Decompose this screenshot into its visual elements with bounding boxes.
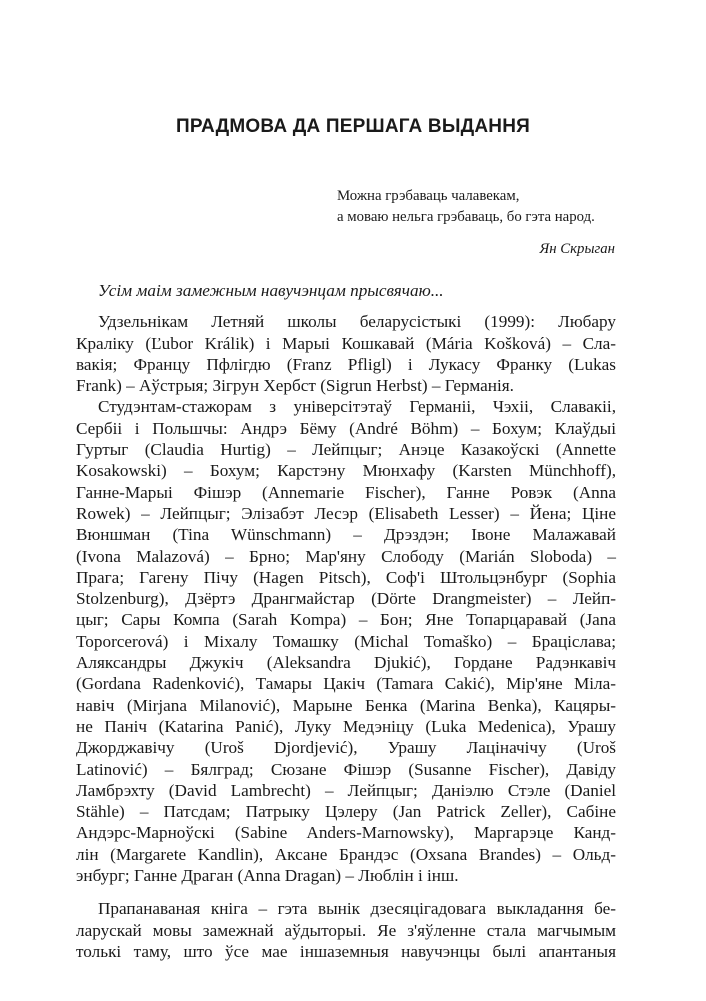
text-line: Latinović) – Бялград; Сюзане Фішэр (Susanne Fischer), Давіду bbox=[76, 759, 616, 779]
paragraph-trainees bbox=[76, 396, 616, 886]
text-line: Краліку (Ľubor Králik) і Марыі Кошкавай (Mária Košková) – Сла- bbox=[76, 333, 616, 353]
epigraph-line: а моваю нельга грэбаваць, бо гэта народ. bbox=[337, 209, 595, 225]
text-line: Аляксандры Джукіч (Aleksandra Djukić), Гордане Радэнкавіч bbox=[76, 653, 616, 673]
paragraph-summer-school bbox=[76, 311, 616, 396]
text-line: Сербіі і Польшчы: Андрэ Бёму (André Böhm) – Бохум; Клаўдыі bbox=[76, 418, 616, 438]
text-line: Ганне-Марыі Фішэр (Annemarie Fischer), Ганне Ровэк (Anna bbox=[76, 482, 616, 502]
text-line: Прага; Гагену Пічу (Hagen Pitsch), Соф'і Штольцэнбург (Sophia bbox=[76, 567, 616, 587]
text-line: лін (Margarete Kandlin), Аксане Брандэс (Oxsana Brandes) – Ольд- bbox=[76, 844, 616, 864]
epigraph bbox=[337, 186, 627, 260]
text-line: Гуртыг (Claudia Hurtig) – Лейпцыг; Анэце Казакоўскі (Annette bbox=[76, 440, 616, 460]
text-line: Удзельнікам Летняй школы беларусістыкі (1999): Любару bbox=[98, 312, 616, 332]
text-line: Студэнтам-стажорам з універсітэтаў Германіі, Чэхіі, Славакіі, bbox=[98, 397, 616, 417]
epigraph-author: Ян Скрыган bbox=[539, 241, 615, 257]
text-line: вакія; Францу Пфлігдю (Franz Pfligl) і Лукасу Франку (Lukas bbox=[76, 354, 616, 374]
epigraph-line: Можна грэбаваць чалавекам, bbox=[337, 188, 520, 204]
text-line: Kosakowski) – Бохум; Карстэну Мюнхафу (Karsten Münchhoff), bbox=[76, 461, 616, 481]
text-line: навіч (Mirjana Milanović), Марыне Бенка (Marina Benka), Кацяры- bbox=[76, 695, 616, 715]
text-line: (Ivona Malazová) – Брно; Мар'яну Слободу (Marián Sloboda) – bbox=[76, 546, 616, 566]
text-line: Джорджавічу (Uroš Djordjević), Урашу Лаціначічу (Uroš bbox=[76, 738, 616, 758]
text-line: (Gordana Radenković), Тамары Цакіч (Tamara Cakić), Мір'яне Міла- bbox=[76, 674, 616, 694]
text-line: не Паніч (Katarina Panić), Луку Медэніцу (Luka Medenica), Урашу bbox=[76, 716, 616, 736]
page-title: ПРАДМОВА ДА ПЕРШАГА ВЫДАННЯ bbox=[175, 116, 530, 137]
text-line: Ламбрэхту (David Lambrecht) – Лейпцыг; Даніэлю Стэле (Daniel bbox=[76, 780, 616, 800]
text-line: Прапанаваная кніга – гэта вынік дзесяцігадовага выкладання бе- bbox=[98, 899, 616, 919]
text-line: толькі таму, што ўсе мае іншаземныя навучэнцы былі апантаныя bbox=[76, 941, 616, 961]
paragraph-gap bbox=[76, 886, 616, 898]
text-line: Frank) – Аўстрыя; Зігрун Хербст (Sigrun Herbst) – Германія. bbox=[76, 376, 514, 396]
text-line: Toporcerová) і Міхалу Томашку (Michal Tomaško) – Брацiслава; bbox=[76, 631, 616, 651]
text-line: Вюншман (Tina Wünschmann) – Дрэздэн; Івоне Малажавай bbox=[76, 525, 616, 545]
dedication: Усім маім замежным навучэнцам прысвячаю... bbox=[98, 281, 444, 300]
text-line: Stähle) – Патсдам; Патрыку Цэлеру (Jan Patrick Zeller), Сабіне bbox=[76, 802, 616, 822]
paragraph-book-intro bbox=[76, 898, 616, 962]
text-line: ларускай мовы замежнай аўдыторыі. Яе з'яўленне стала магчымым bbox=[76, 920, 616, 940]
body-text bbox=[76, 280, 616, 962]
text-line: цыг; Сары Компа (Sarah Kompa) – Бон; Яне Топарцаравай (Jana bbox=[76, 610, 616, 630]
text-line: Stolzenburg), Дзёртэ Дрангмайстар (Dörte Drangmeister) – Лейп- bbox=[76, 589, 616, 609]
text-line: Rowek) – Лейпцыг; Элізабэт Лесэр (Elisabeth Lesser) – Йена; Ціне bbox=[76, 503, 616, 523]
text-line: Андэрс-Марноўскі (Sabine Anders-Marnowsky), Маргарэце Канд- bbox=[76, 823, 616, 843]
text-line: энбург; Ганне Драган (Anna Dragan) – Люблін і інш. bbox=[76, 866, 459, 886]
